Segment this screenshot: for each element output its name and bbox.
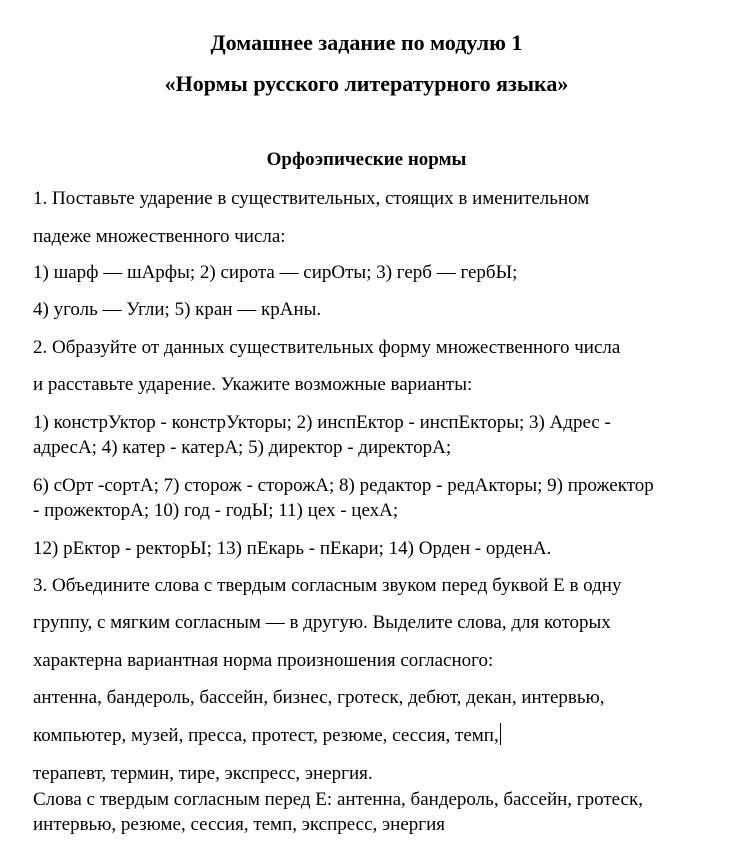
document-title: Домашнее задание по модулю 1 [210,30,523,55]
task3-answer-line2: интервью, резюме, сессия, темп, экспресс, энергия [33,814,445,835]
task2-answer-line2: адресА; 4) катер - катерА; 5) директор - директорА; [33,437,452,458]
task2-answer-line5: 12) рЕктор - ректорЫ; 13) пЕкарь - пЕкари; 14) Орден - орденА. [33,538,552,559]
task2-line2: и расставьте ударение. Укажите возможные варианты: [33,374,473,395]
task2-line1: 2. Образуйте от данных существительных форму множественного числа [33,337,621,358]
task3-words-line1: антенна, бандероль, бассейн, бизнес, гротеск, дебют, декан, интервью, [33,687,605,708]
task1-line2: падеже множественного числа: [33,226,286,247]
section-title: Орфоэпические нормы [266,149,467,170]
task2-answer-line4: - прожекторА; 10) год - годЫ; 11) цех - цехА; [33,500,399,521]
task3-line2: группу, с мягким согласным — в другую. Выделите слова, для которых [33,612,611,633]
task3-words-line3: терапевт, термин, тире, экспресс, энергия. [33,763,373,784]
task3-answer-line1: Слова с твердым согласным перед Е: антенна, бандероль, бассейн, гротеск, [33,789,643,810]
task1-line1: 1. Поставьте ударение в существительных, стоящих в именительном [33,188,590,209]
task1-answer-line2: 4) уголь — Угли; 5) кран — крАны. [33,299,322,320]
task1-answer-line1: 1) шарф — шАрфы; 2) сирота — сирОты; 3) герб — гербЫ; [33,262,518,283]
task2-answer-line3: 6) сОрт -сортА; 7) сторож - сторожА; 8) редактор - редАкторы; 9) прожектор [33,475,654,496]
document-subtitle: «Нормы русского литературного языка» [164,71,569,96]
text-cursor [500,723,501,745]
task3-words-line2 [33,723,501,748]
task3-line3: характерна вариантная норма произношения согласного: [33,650,494,671]
task3-line1: 3. Объедините слова с твердым согласным звуком перед буквой Е в одну [33,575,622,596]
task2-answer-line1: 1) констрУктор - констрУкторы; 2) инспЕктор - инспЕкторы; 3) Адрес - [33,412,611,433]
task3-words-line2-text: компьютер, музей, пресса, протест, резюме, сессия, темп, [33,725,499,746]
